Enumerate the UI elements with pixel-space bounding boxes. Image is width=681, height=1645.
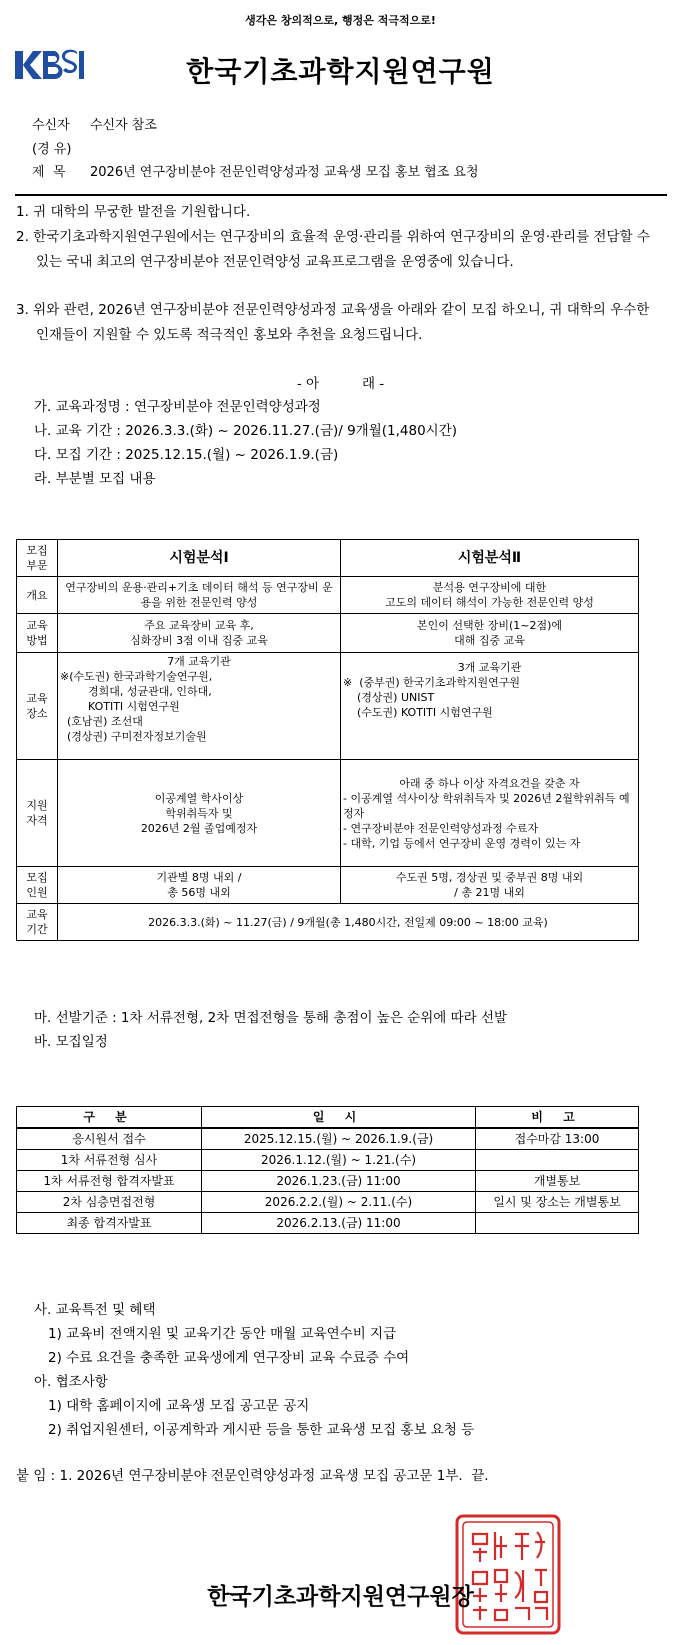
item-a-2: 2) 취업지원센터, 이공계학과 게시판 등을 통한 교육생 모집 홍보 요청 등 (48, 1422, 475, 1438)
item-ba: 바. 모집일정 (34, 1034, 108, 1050)
table-cell: 기관별 8명 내외 / 총 56명 내외 (58, 867, 341, 904)
table-cell (476, 1213, 639, 1234)
attachment-line: 붙 임 : 1. 2026년 연구장비분야 전문인력양성과정 교육생 모집 공고문 1부. 끝. (16, 1468, 489, 1484)
table-cell: 분석용 연구장비에 대한 고도의 데이터 해석이 가능한 전문인력 양성 (341, 577, 639, 614)
item-da: 다. 모집 기간 : 2025.12.15.(월) ~ 2026.1.9.(금) (34, 447, 339, 463)
table-cell: 일시 및 장소는 개별통보 (476, 1192, 639, 1213)
cell-line: - 연구장비분야 전문인력양성과정 수료자 (343, 821, 539, 835)
subject-key: 제 목 (32, 165, 66, 180)
cell-line: 경희대, 성균관대, 인하대, (60, 685, 212, 698)
item-sa: 사. 교육특전 및 혜택 (34, 1302, 156, 1318)
table-cell: 2026.3.3.(화) ~ 11.27(금) / 9개월(총 1,480시간, 전일제 09:00 ~ 18:00 교육) (58, 904, 639, 941)
table-cell: 주요 교육장비 교육 후, 심화장비 3점 이내 집중 교육 (58, 614, 341, 653)
via-row: (경 유) (32, 142, 72, 157)
column-header: 시험분석Ⅰ (58, 540, 341, 577)
official-seal-icon (453, 1512, 563, 1637)
item-sa-1: 1) 교육비 전액지원 및 교육기간 동안 매월 교육연수비 지급 (48, 1326, 397, 1342)
table-cell (341, 653, 639, 760)
table-cell: 2026.1.23.(금) 11:00 (202, 1171, 476, 1192)
paragraph-3: 3. 위와 관련, 2026년 연구장비분야 전문인력양성과정 교육생을 아래와 같이 모집 하오니, 귀 대학의 우수한 인재들이 지원할 수 있도록 적극적인 홍보와 추천을 요청드립니다. (16, 302, 650, 343)
table-cell (341, 760, 639, 867)
item-ma: 마. 선발기준 : 1차 서류전형, 2차 면접전형을 통해 총점이 높은 순위에 따라 선발 (34, 1010, 508, 1026)
cell-line: (경상권) UNIST (343, 691, 435, 704)
table-row (17, 1150, 639, 1171)
cell-line: ※ (중부권) 한국기초과학지원연구원 (343, 676, 521, 689)
table-cell: 2025.12.15.(월) ~ 2026.1.9.(금) (202, 1128, 476, 1150)
table-cell (476, 1150, 639, 1171)
recipient-value: 수신자 참조 (90, 118, 157, 133)
corner-cell: 모집 부문 (17, 540, 58, 577)
table-cell (58, 653, 341, 760)
table-row (17, 1128, 639, 1150)
item-a: 아. 협조사항 (34, 1374, 108, 1390)
item-ga: 가. 교육과정명 : 연구장비분야 전문인력양성과정 (34, 399, 321, 415)
row-label: 교육 방법 (17, 614, 58, 653)
cell-title: 아래 중 하나 이상 자격요건을 갖춘 자 (399, 776, 580, 790)
recruitment-table (16, 539, 639, 941)
below-heading: - 아 래 - (296, 376, 385, 392)
cell-line: ※(수도권) 한국과학기술연구원, (60, 670, 213, 683)
row-label: 모집 인원 (17, 867, 58, 904)
table-cell: 본인이 선택한 장비(1~2점)에 대해 집중 교육 (341, 614, 639, 653)
table-cell: 2026.2.13.(금) 11:00 (202, 1213, 476, 1234)
item-ra: 라. 부분별 모집 내용 (34, 471, 156, 487)
row-label: 지원 자격 (17, 760, 58, 867)
table-cell: 2026.2.2.(월) ~ 2.11.(수) (202, 1192, 476, 1213)
table-row (17, 1192, 639, 1213)
table-cell: 2차 심층면접전형 (17, 1192, 202, 1213)
subject-value: 2026년 연구장비분야 전문인력양성과정 교육생 모집 홍보 협조 요청 (90, 165, 479, 180)
table-cell: 응시원서 접수 (17, 1128, 202, 1150)
recipient-row (32, 114, 157, 133)
table-row (17, 1171, 639, 1192)
table-cell: 1차 서류전형 심사 (17, 1150, 202, 1171)
paragraph-1: 1. 귀 대학의 무궁한 발전을 기원합니다. (16, 204, 251, 220)
column-header: 시험분석Ⅱ (341, 540, 639, 577)
schedule-table (16, 1106, 639, 1234)
paragraph-2: 2. 한국기초과학지원연구원에서는 연구장비의 효율적 운영·관리를 위하여 연구장비의 운영·관리를 전담할 수 있는 국내 최고의 연구장비분야 전문인력양성 교육프로그램을 운영중에 있습니다. (16, 229, 650, 270)
column-header: 일 시 (202, 1107, 476, 1129)
row-label: 교육 기간 (17, 904, 58, 941)
table-cell: 연구장비의 운용·관리+기초 데이터 해석 등 연구장비 운용을 위한 전문인력 양성 (58, 577, 341, 614)
row-label: 개요 (17, 577, 58, 614)
signature-title: 한국기초과학지원연구원장 (207, 1584, 474, 1610)
cell-line: (수도권) KOTITI 시험연구원 (343, 706, 493, 719)
item-na: 나. 교육 기간 : 2026.3.3.(화) ~ 2026.11.27.(금)/ 9개월(1,480시간) (34, 423, 458, 439)
cell-title: 3개 교육기관 (457, 661, 522, 674)
cell-title: 7개 교육기관 (167, 655, 231, 668)
cell-line: - 이공계열 석사이상 학위취득자 및 2026년 2월학위취득 예정자 (343, 791, 630, 820)
column-header: 비 고 (476, 1107, 639, 1129)
table-cell: 2026.1.12.(월) ~ 1.21.(수) (202, 1150, 476, 1171)
table-cell: 이공계열 학사이상 학위취득자 및 2026년 2월 졸업예정자 (58, 760, 341, 867)
cell-line: (경상권) 구미전자정보기술원 (60, 730, 207, 743)
subject-row (32, 161, 479, 180)
table-cell: 1차 서류전형 합격자발표 (17, 1171, 202, 1192)
item-a-1: 1) 대학 홈페이지에 교육생 모집 공고문 공지 (48, 1398, 310, 1414)
row-label: 교육 장소 (17, 653, 58, 760)
table-cell: 접수마감 13:00 (476, 1128, 639, 1150)
column-header: 구 분 (17, 1107, 202, 1129)
header-divider (15, 194, 667, 196)
cell-line: KOTITI 시험연구원 (60, 700, 180, 713)
item-sa-2: 2) 수료 요건을 충족한 교육생에게 연구장비 교육 수료증 수여 (48, 1350, 410, 1366)
table-cell: 수도권 5명, 경상권 및 중부권 8명 내외 / 총 21명 내외 (341, 867, 639, 904)
slogan: 생각은 창의적으로, 행정은 적극적으로! (245, 14, 436, 27)
recipient-key: 수신자 (32, 118, 70, 133)
cell-line: - 대학, 기업 등에서 연구장비 운영 경력이 있는 자 (343, 836, 581, 850)
organization-title: 한국기초과학지원연구원 (186, 55, 495, 88)
table-row (17, 1213, 639, 1234)
table-cell: 개별통보 (476, 1171, 639, 1192)
table-cell: 최종 합격자발표 (17, 1213, 202, 1234)
cell-line: (호남권) 조선대 (60, 715, 143, 728)
